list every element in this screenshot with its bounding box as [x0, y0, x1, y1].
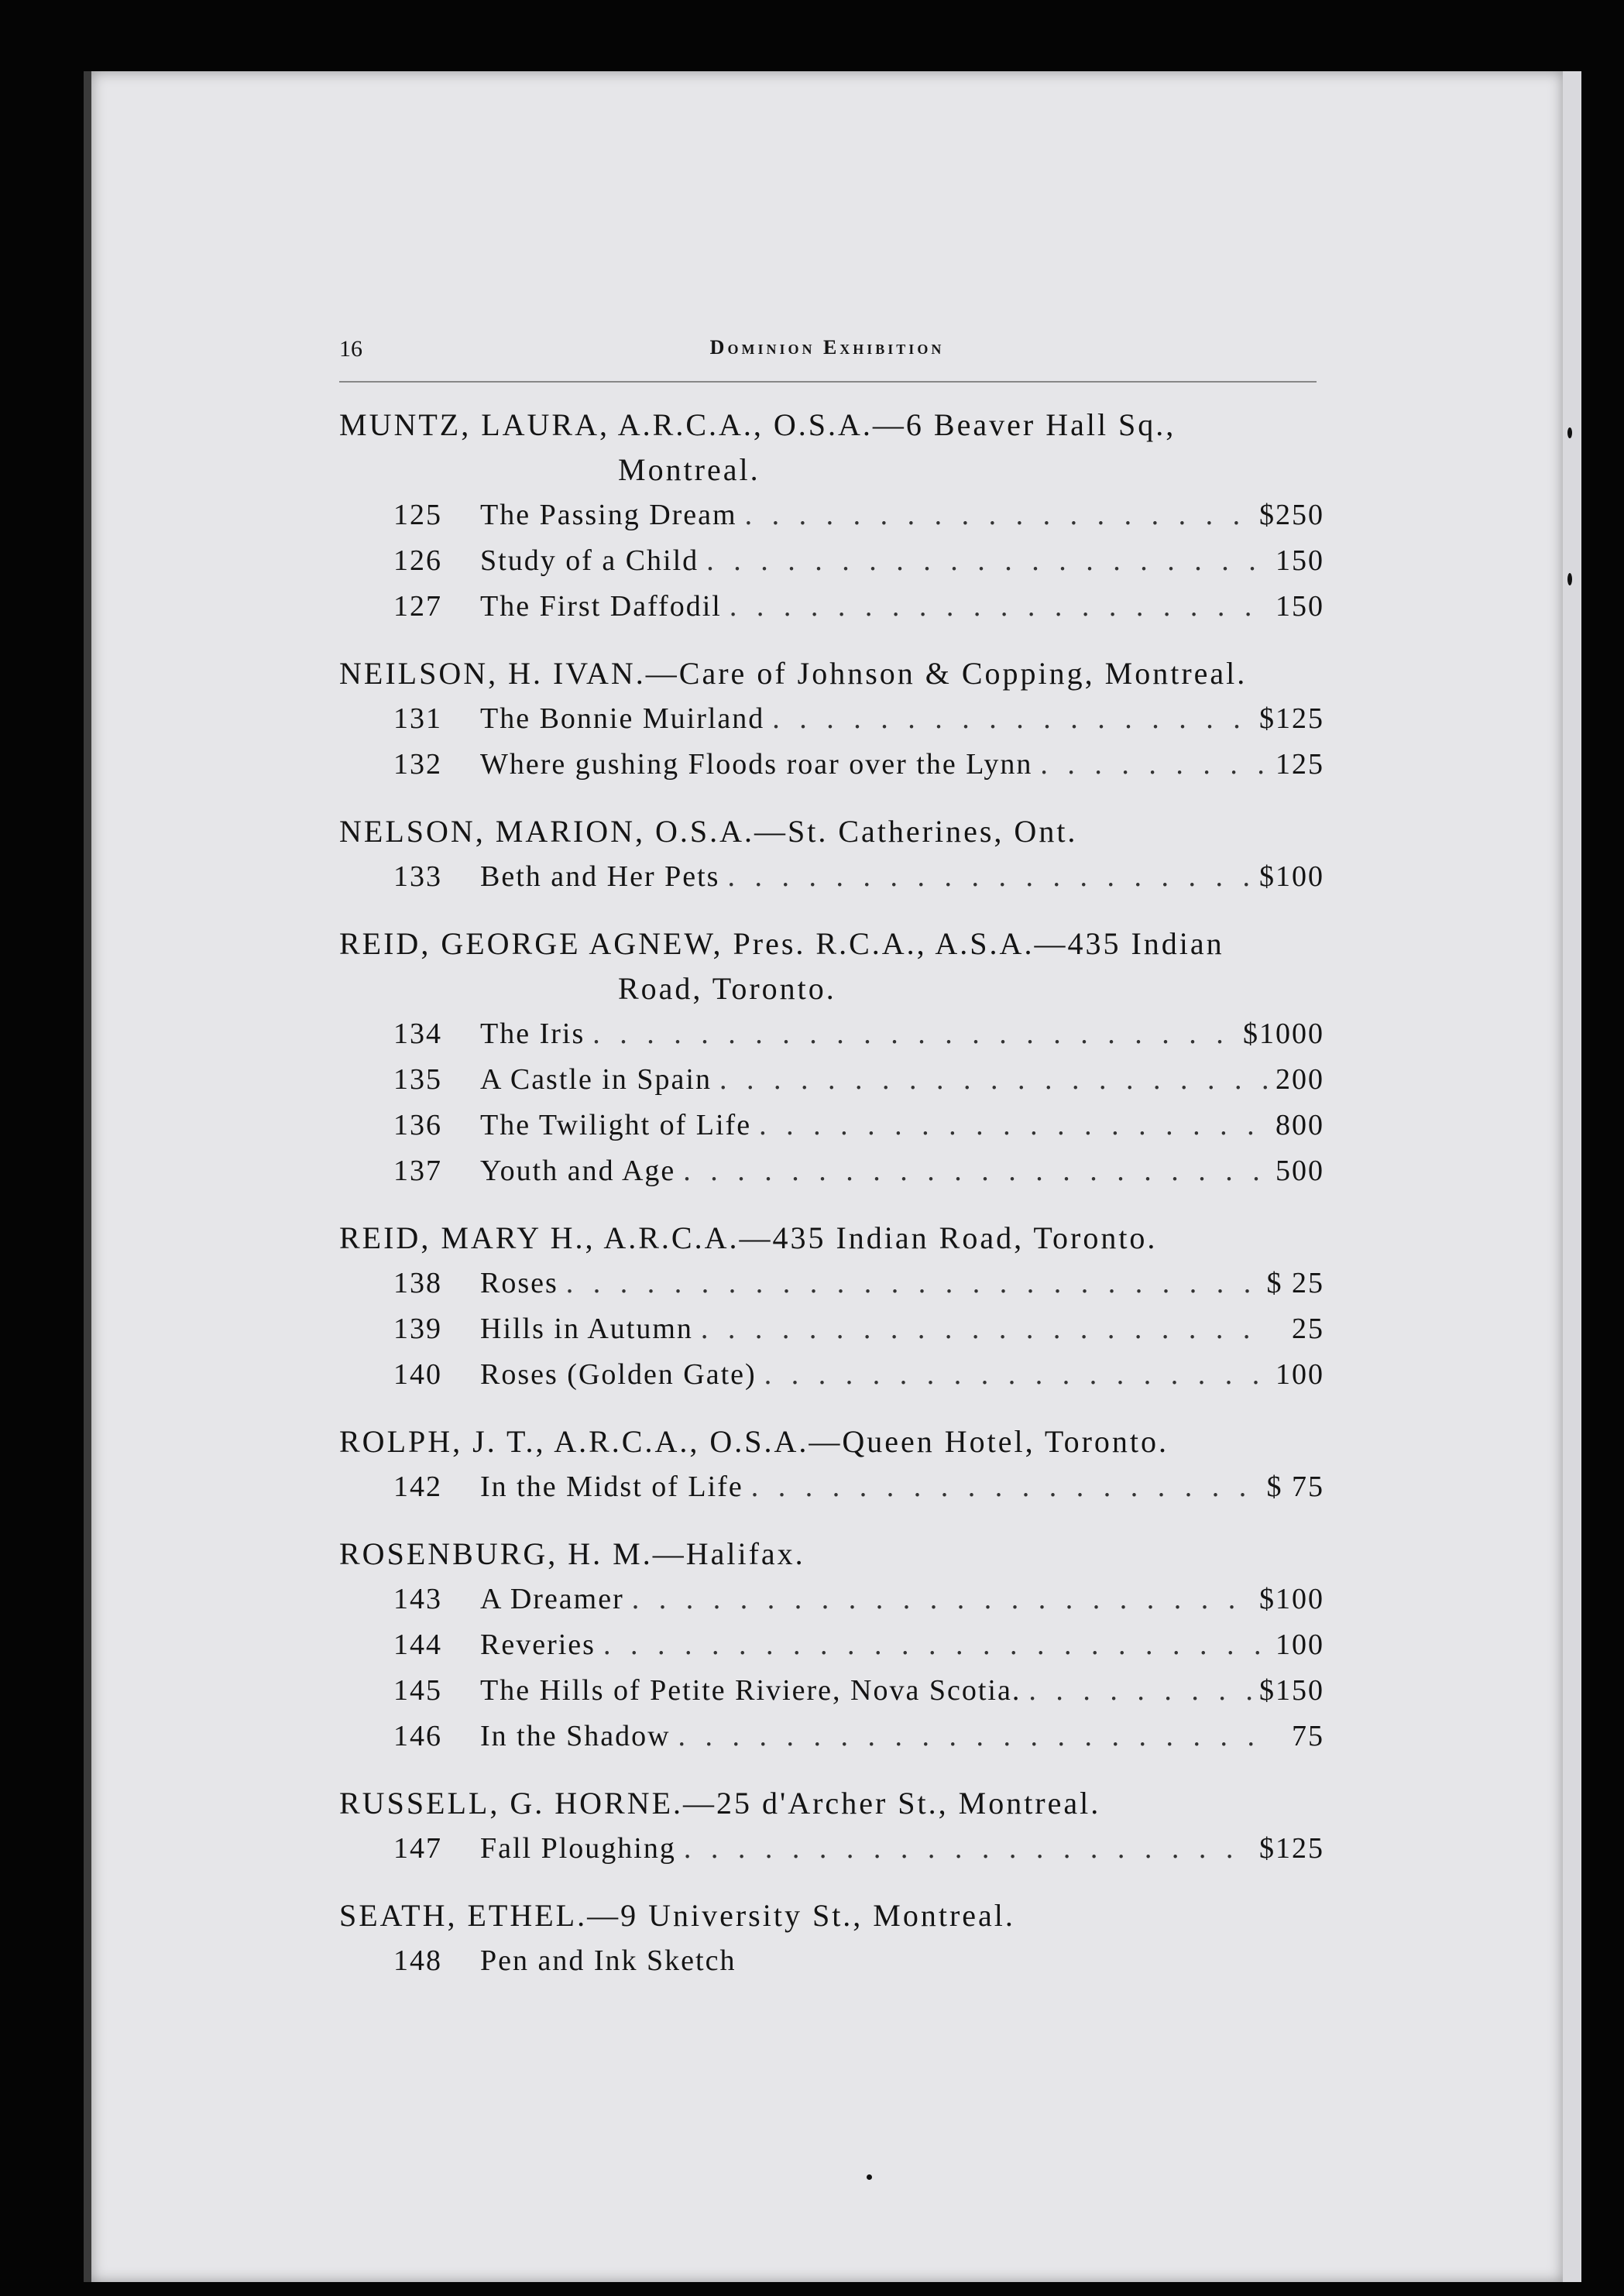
artist-heading — [339, 921, 1324, 1011]
ink-speck — [867, 2174, 872, 2180]
work-title: A Castle in Spain — [480, 1063, 712, 1096]
dot-leader — [751, 1464, 1259, 1510]
catalogue-item — [339, 1714, 1324, 1759]
catalogue-item — [339, 538, 1324, 584]
work-price: 100 — [1276, 1358, 1324, 1391]
ink-speck — [1567, 427, 1572, 438]
page-binding-edge — [84, 71, 91, 2282]
work-title: Roses (Golden Gate) — [480, 1358, 757, 1391]
work-title: In the Shadow — [480, 1720, 671, 1752]
artist-heading — [339, 403, 1324, 492]
artist-heading — [339, 809, 1324, 854]
catalogue-number: 135 — [393, 1063, 442, 1096]
catalogue-number: 147 — [393, 1832, 442, 1865]
catalogue-item — [339, 1352, 1324, 1398]
dot-leader — [719, 1057, 1268, 1103]
work-price: 800 — [1276, 1109, 1324, 1141]
catalogue-item — [339, 584, 1324, 630]
running-title: Dominion Exhibition — [709, 336, 945, 359]
catalogue-number: 131 — [393, 702, 442, 735]
artist-name-line: ROLPH, J. T., A.R.C.A., O.S.A.—Queen Hotel, Toronto. — [339, 1424, 1169, 1459]
work-price: $1000 — [1243, 1018, 1324, 1050]
work-title: Beth and Her Pets — [480, 860, 720, 893]
catalogue-number: 126 — [393, 544, 442, 577]
artist-entry — [339, 1216, 1324, 1398]
work-title: Fall Ploughing — [480, 1832, 676, 1865]
dot-leader — [701, 1306, 1270, 1352]
dot-leader — [632, 1577, 1251, 1622]
artist-entry — [339, 1532, 1324, 1759]
catalogue-item — [339, 854, 1324, 900]
artist-name-line: RUSSELL, G. HORNE.—25 d'Archer St., Montreal. — [339, 1786, 1101, 1821]
work-title: The Passing Dream — [480, 499, 737, 531]
catalogue-number: 137 — [393, 1155, 442, 1187]
dot-leader — [759, 1103, 1268, 1148]
work-title: The Iris — [480, 1018, 585, 1050]
work-title: Hills in Autumn — [480, 1313, 693, 1345]
catalogue-number: 144 — [393, 1628, 442, 1661]
work-title: The First Daffodil — [480, 590, 722, 623]
artist-heading — [339, 1216, 1324, 1261]
page-number: 16 — [339, 336, 362, 362]
dot-leader — [730, 584, 1268, 630]
work-title: The Twilight of Life — [480, 1109, 752, 1141]
artist-entry — [339, 1419, 1324, 1510]
catalogue-listing — [339, 403, 1324, 2006]
catalogue-number: 136 — [393, 1109, 442, 1141]
work-title: The Hills of Petite Riviere, Nova Scotia. — [480, 1674, 1021, 1707]
work-price: 75 — [1292, 1720, 1324, 1752]
work-title: Reveries — [480, 1628, 596, 1661]
dot-leader — [745, 492, 1251, 538]
page-fore-edge — [1563, 71, 1581, 2282]
catalogue-number: 125 — [393, 499, 442, 531]
dot-leader — [603, 1622, 1268, 1668]
catalogue-item — [339, 1261, 1324, 1306]
work-price: $100 — [1259, 860, 1324, 893]
catalogue-item — [339, 1057, 1324, 1103]
ink-speck — [1567, 573, 1572, 585]
artist-entry — [339, 1781, 1324, 1872]
work-price: $125 — [1259, 1832, 1324, 1865]
artist-name-line: MUNTZ, LAURA, A.R.C.A., O.S.A.—6 Beaver Hall Sq., — [339, 407, 1176, 442]
work-price: 125 — [1276, 748, 1324, 781]
artist-entry — [339, 651, 1324, 788]
work-price: 150 — [1276, 544, 1324, 577]
catalogue-item — [339, 696, 1324, 742]
catalogue-item — [339, 1938, 1324, 1984]
work-price: $150 — [1259, 1674, 1324, 1707]
work-price: 150 — [1276, 590, 1324, 623]
catalogue-item — [339, 742, 1324, 788]
work-price: $ 25 — [1266, 1267, 1324, 1299]
artist-name-line: REID, MARY H., A.R.C.A.—435 Indian Road, Toronto. — [339, 1220, 1158, 1255]
dot-leader — [1028, 1668, 1251, 1714]
artist-heading — [339, 1893, 1324, 1938]
dot-leader — [678, 1714, 1270, 1759]
dot-leader — [592, 1011, 1235, 1057]
work-price: 25 — [1292, 1313, 1324, 1345]
catalogue-item — [339, 492, 1324, 538]
work-title: The Bonnie Muirland — [480, 702, 765, 735]
catalogue-number: 145 — [393, 1674, 442, 1707]
work-title: A Dreamer — [480, 1583, 624, 1615]
artist-name-line: NELSON, MARION, O.S.A.—St. Catherines, Ont. — [339, 814, 1078, 849]
header-rule — [339, 381, 1317, 383]
artist-entry — [339, 921, 1324, 1194]
artist-address-continuation: Montreal. — [618, 452, 760, 487]
dot-leader — [683, 1148, 1268, 1194]
catalogue-number: 148 — [393, 1944, 442, 1977]
work-price: 100 — [1276, 1628, 1324, 1661]
catalogue-number: 140 — [393, 1358, 442, 1391]
work-title: Roses — [480, 1267, 558, 1299]
catalogue-item — [339, 1011, 1324, 1057]
artist-entry — [339, 403, 1324, 630]
catalogue-item — [339, 1668, 1324, 1714]
artist-name-line: REID, GEORGE AGNEW, Pres. R.C.A., A.S.A.—435 Indian — [339, 926, 1224, 961]
catalogue-number: 134 — [393, 1018, 442, 1050]
catalogue-number: 138 — [393, 1267, 442, 1299]
artist-entry — [339, 1893, 1324, 1984]
work-title: Youth and Age — [480, 1155, 676, 1187]
catalogue-number: 127 — [393, 590, 442, 623]
catalogue-number: 139 — [393, 1313, 442, 1345]
work-title: In the Midst of Life — [480, 1471, 743, 1503]
catalogue-item — [339, 1103, 1324, 1148]
artist-entry — [339, 809, 1324, 900]
dot-leader — [727, 854, 1251, 900]
work-price: $250 — [1259, 499, 1324, 531]
dot-leader — [706, 538, 1268, 584]
catalogue-item — [339, 1306, 1324, 1352]
work-title: Pen and Ink Sketch — [480, 1944, 736, 1977]
artist-heading — [339, 1781, 1324, 1826]
artist-name-line: SEATH, ETHEL.—9 University St., Montreal. — [339, 1898, 1015, 1933]
catalogue-item — [339, 1148, 1324, 1194]
work-price: 500 — [1276, 1155, 1324, 1187]
work-price: $125 — [1259, 702, 1324, 735]
catalogue-number: 142 — [393, 1471, 442, 1503]
work-title: Where gushing Floods roar over the Lynn — [480, 748, 1033, 781]
artist-heading — [339, 1532, 1324, 1577]
catalogue-number: 132 — [393, 748, 442, 781]
artist-heading — [339, 1419, 1324, 1464]
catalogue-item — [339, 1577, 1324, 1622]
catalogue-number: 133 — [393, 860, 442, 893]
work-price: $100 — [1259, 1583, 1324, 1615]
artist-name-line: NEILSON, H. IVAN.—Care of Johnson & Copping, Montreal. — [339, 656, 1248, 691]
page-header — [339, 331, 1315, 370]
work-title: Study of a Child — [480, 544, 699, 577]
work-price: $ 75 — [1266, 1471, 1324, 1503]
artist-address-continuation: Road, Toronto. — [618, 971, 836, 1006]
dot-leader — [772, 696, 1251, 742]
catalogue-number: 143 — [393, 1583, 442, 1615]
work-price: 200 — [1276, 1063, 1324, 1096]
dot-leader — [1040, 742, 1268, 788]
dot-leader — [764, 1352, 1268, 1398]
catalogue-item — [339, 1622, 1324, 1668]
dot-leader — [684, 1826, 1251, 1872]
catalogue-number: 146 — [393, 1720, 442, 1752]
catalogue-item — [339, 1826, 1324, 1872]
dot-leader — [566, 1261, 1259, 1306]
artist-heading — [339, 651, 1324, 696]
catalogue-item — [339, 1464, 1324, 1510]
artist-name-line: ROSENBURG, H. M.—Halifax. — [339, 1536, 805, 1571]
